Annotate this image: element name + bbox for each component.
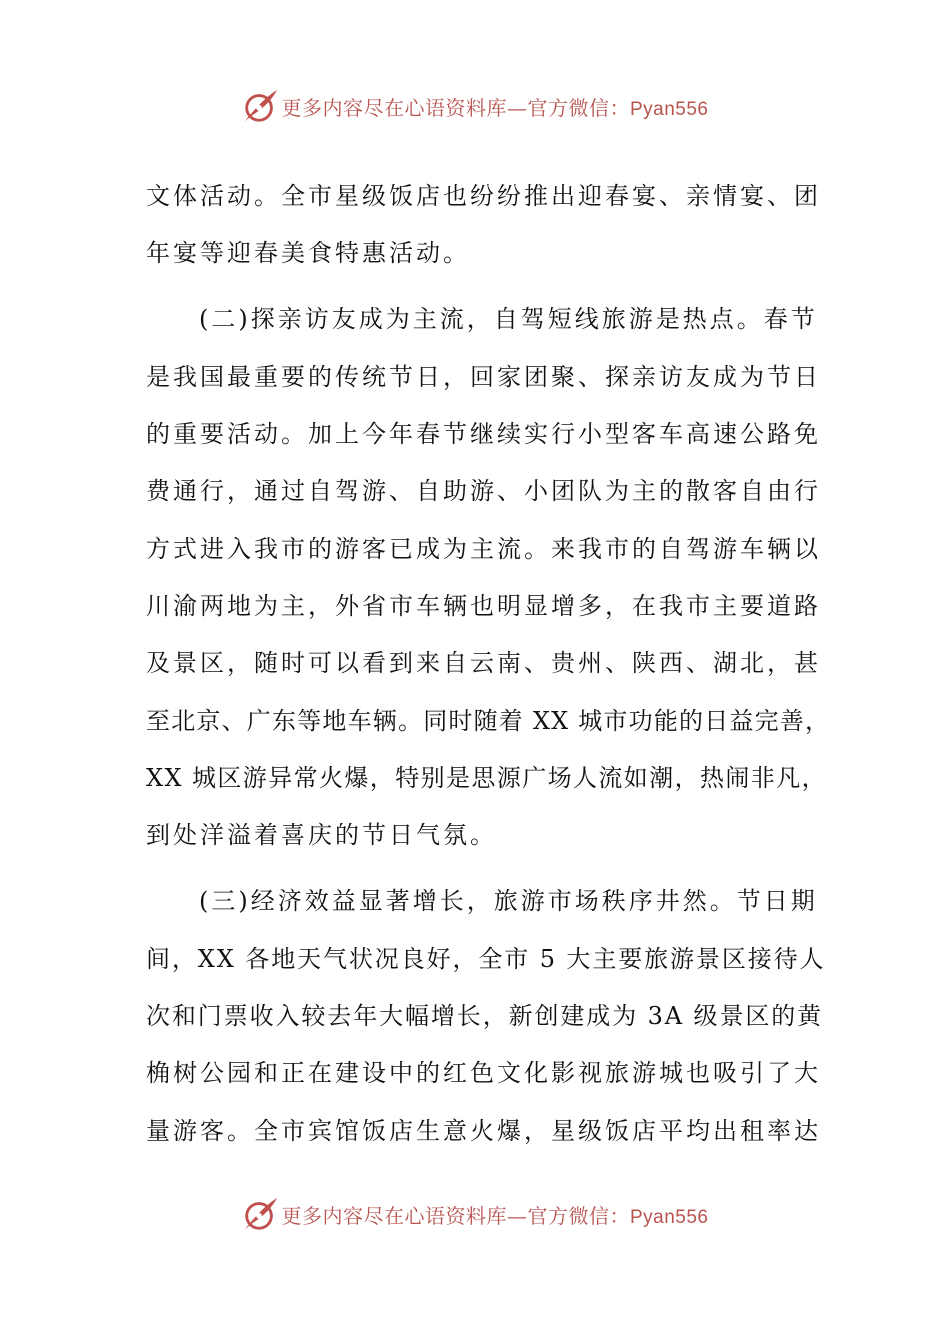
body-line: 到处洋溢着喜庆的节日气氛。	[146, 821, 497, 849]
paragraph-heading-3: (三)经济效益显著增长，旅游市场秩序井然。节日期	[199, 887, 818, 915]
paragraph-heading-2: (二)探亲访友成为主流，自驾短线旅游是热点。春节	[199, 305, 818, 333]
body-line: 至北京、广东等地车辆。同时随着 XX 城市功能的日益完善，	[146, 707, 831, 735]
body-line: 量游客。全市宾馆饭店生意火爆，星级饭店平均出租率达	[146, 1117, 821, 1145]
body-line: 是我国最重要的传统节日，回家团聚、探亲访友成为节日	[146, 363, 821, 391]
body-line: 及景区，随时可以看到来自云南、贵州、陕西、湖北，甚	[146, 649, 821, 677]
body-line: 文体活动。全市星级饭店也纷纷推出迎春宴、亲情宴、团	[146, 182, 821, 210]
body-line: 桷树公园和正在建设中的红色文化影视旅游城也吸引了大	[146, 1059, 821, 1087]
watermark-text: 更多内容尽在心语资料库—官方微信：Pyan556	[281, 1203, 709, 1228]
body-line: 的重要活动。加上今年春节继续实行小型客车高速公路免	[146, 420, 821, 448]
watermark-text: 更多内容尽在心语资料库—官方微信：Pyan556	[281, 95, 709, 120]
footer-watermark	[0, 1192, 950, 1236]
body-line: 间，XX 各地天气状况良好，全市 5 大主要旅游景区接待人	[146, 945, 826, 973]
body-line: 次和门票收入较去年大幅增长，新创建成为 3A 级景区的黄	[146, 1002, 824, 1030]
quill-logo-icon	[241, 87, 279, 125]
body-line: 方式进入我市的游客已成为主流。来我市的自驾游车辆以	[146, 535, 821, 563]
quill-logo-icon	[241, 1195, 279, 1233]
body-line: 川渝两地为主，外省市车辆也明显增多，在我市主要道路	[146, 592, 821, 620]
header-watermark	[0, 84, 950, 128]
body-line: 年宴等迎春美食特惠活动。	[146, 239, 470, 267]
body-line: 费通行，通过自驾游、自助游、小团队为主的散客自由行	[146, 477, 821, 505]
body-line: XX 城区游异常火爆，特别是思源广场人流如潮，热闹非凡，	[146, 764, 827, 792]
